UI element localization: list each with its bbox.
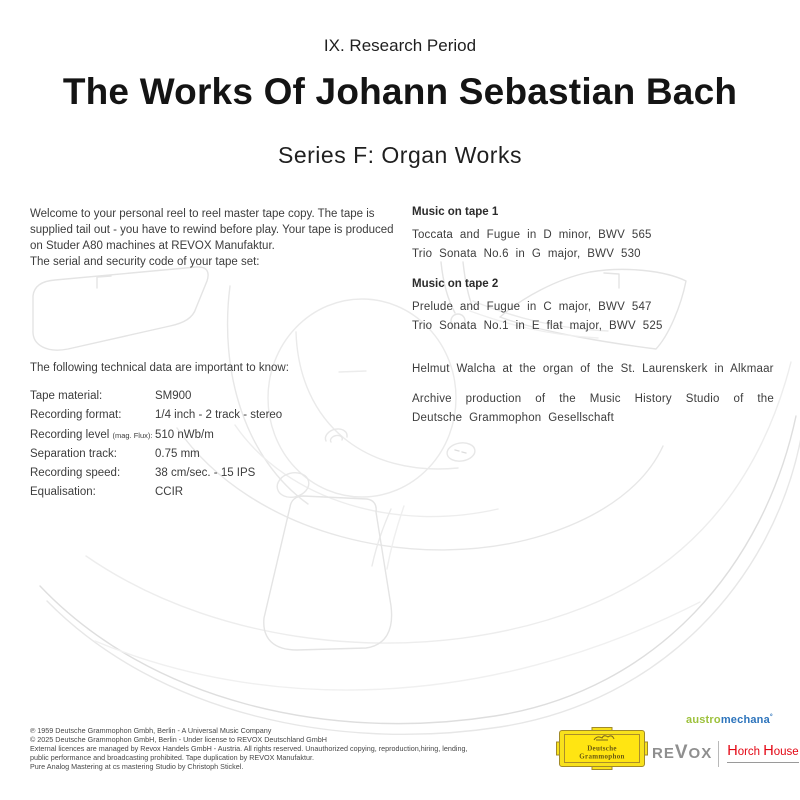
deutsche-grammophon-logo xyxy=(556,727,648,770)
tape1-heading: Music on tape 1 xyxy=(412,206,499,218)
dg-logo-line2: Grammophon xyxy=(579,752,625,761)
tech-label: Tape material: xyxy=(30,390,103,402)
tech-value: CCIR xyxy=(155,486,184,499)
revox-horchhouse-logo xyxy=(652,740,799,767)
austromechana-mechana: mechana xyxy=(720,714,770,726)
period-heading: IX. Research Period xyxy=(323,36,477,55)
serial-note: The serial and security code of your tape set: xyxy=(30,256,260,268)
tech-label: Equalisation: xyxy=(30,486,96,499)
austromechana-austro: austro xyxy=(686,714,721,726)
technical-row xyxy=(30,445,402,464)
track-item: Prelude and Fugue in C major, BWV 547 xyxy=(412,301,652,313)
technical-row xyxy=(30,483,402,502)
copyright-line: public performance and broadcasting prohibited. Tape duplication by REVOX Manufaktur. xyxy=(30,753,314,762)
tech-label: Recording level xyxy=(30,428,113,441)
technical-row xyxy=(30,387,402,406)
technical-row xyxy=(30,406,402,425)
tape2-heading: Music on tape 2 xyxy=(412,278,499,290)
music-on-tape-column xyxy=(412,204,774,336)
tech-value: 510 nWb/m xyxy=(155,428,214,441)
track-item: Toccata and Fugue in D minor, BWV 565 xyxy=(412,229,652,241)
copyright-line: © 2025 Deutsche Grammophon GmbH, Berlin - Under license to REVOX Deutschland GmbH xyxy=(30,735,327,744)
page-title: The Works Of Johann Sebastian Bach xyxy=(62,71,738,112)
copyright-line: ℗ 1959 Deutsche Grammophon Gmbh, Berlin - A Universal Music Company xyxy=(30,726,272,735)
copyright-line: Pure Analog Mastering at cs mastering Studio by Christoph Stickel. xyxy=(30,762,244,771)
tech-value: 38 cm/sec. - 15 IPS xyxy=(155,467,256,480)
track-item: Trio Sonata No.1 in E flat major, BWV 525 xyxy=(412,320,663,332)
dg-logo-line1: Deutsche xyxy=(587,744,617,753)
tech-label-small: (mag. Flux): xyxy=(112,430,153,440)
revox-wordmark: REVOX xyxy=(652,742,713,763)
tech-value: 1/4 inch - 2 track - stereo xyxy=(155,409,283,422)
production-credit: Archive production of the Music History Studio of the Deutsche Grammophon Gesellschaft xyxy=(412,393,774,424)
credits-column xyxy=(412,360,774,428)
technical-row xyxy=(30,464,402,483)
copyright-line: External licences are managed by Revox Handels GmbH - Austria. All rights reserved. Unauthorized copying, reproduction,hiring, lending, xyxy=(30,744,468,753)
technical-heading: The following technical data are important to know: xyxy=(30,362,289,374)
tech-label: Recording format: xyxy=(30,409,122,422)
track-item: Trio Sonata No.6 in G major, BWV 530 xyxy=(412,248,641,260)
technical-data-section xyxy=(30,360,402,503)
tape1-group xyxy=(412,204,774,264)
tech-value: 0.75 mm xyxy=(155,447,200,460)
austromechana-logo xyxy=(686,714,773,726)
welcome-text: Welcome to your personal reel to reel master tape copy. The tape is supplied tail out - you have to rewind before play. Your tape is produced on Studer A80 machines at REVOX Manufaktur. xyxy=(30,208,394,252)
artist-credit: Helmut Walcha at the organ of the St. Laurenskerk in Alkmaar xyxy=(412,363,774,375)
tech-label: Recording speed: xyxy=(30,467,121,480)
tech-value: SM900 xyxy=(155,390,192,402)
technical-row xyxy=(30,426,402,445)
austromechana-superscript: ° xyxy=(769,714,773,721)
series-subtitle: Series F: Organ Works xyxy=(278,142,522,168)
tape2-group xyxy=(412,276,774,336)
horch-house-wordmark: Horch House xyxy=(727,744,798,763)
logo-separator-bar xyxy=(718,741,719,767)
copyright-block xyxy=(30,726,570,771)
intro-paragraph xyxy=(30,206,404,270)
tech-label: Separation track: xyxy=(30,447,117,460)
